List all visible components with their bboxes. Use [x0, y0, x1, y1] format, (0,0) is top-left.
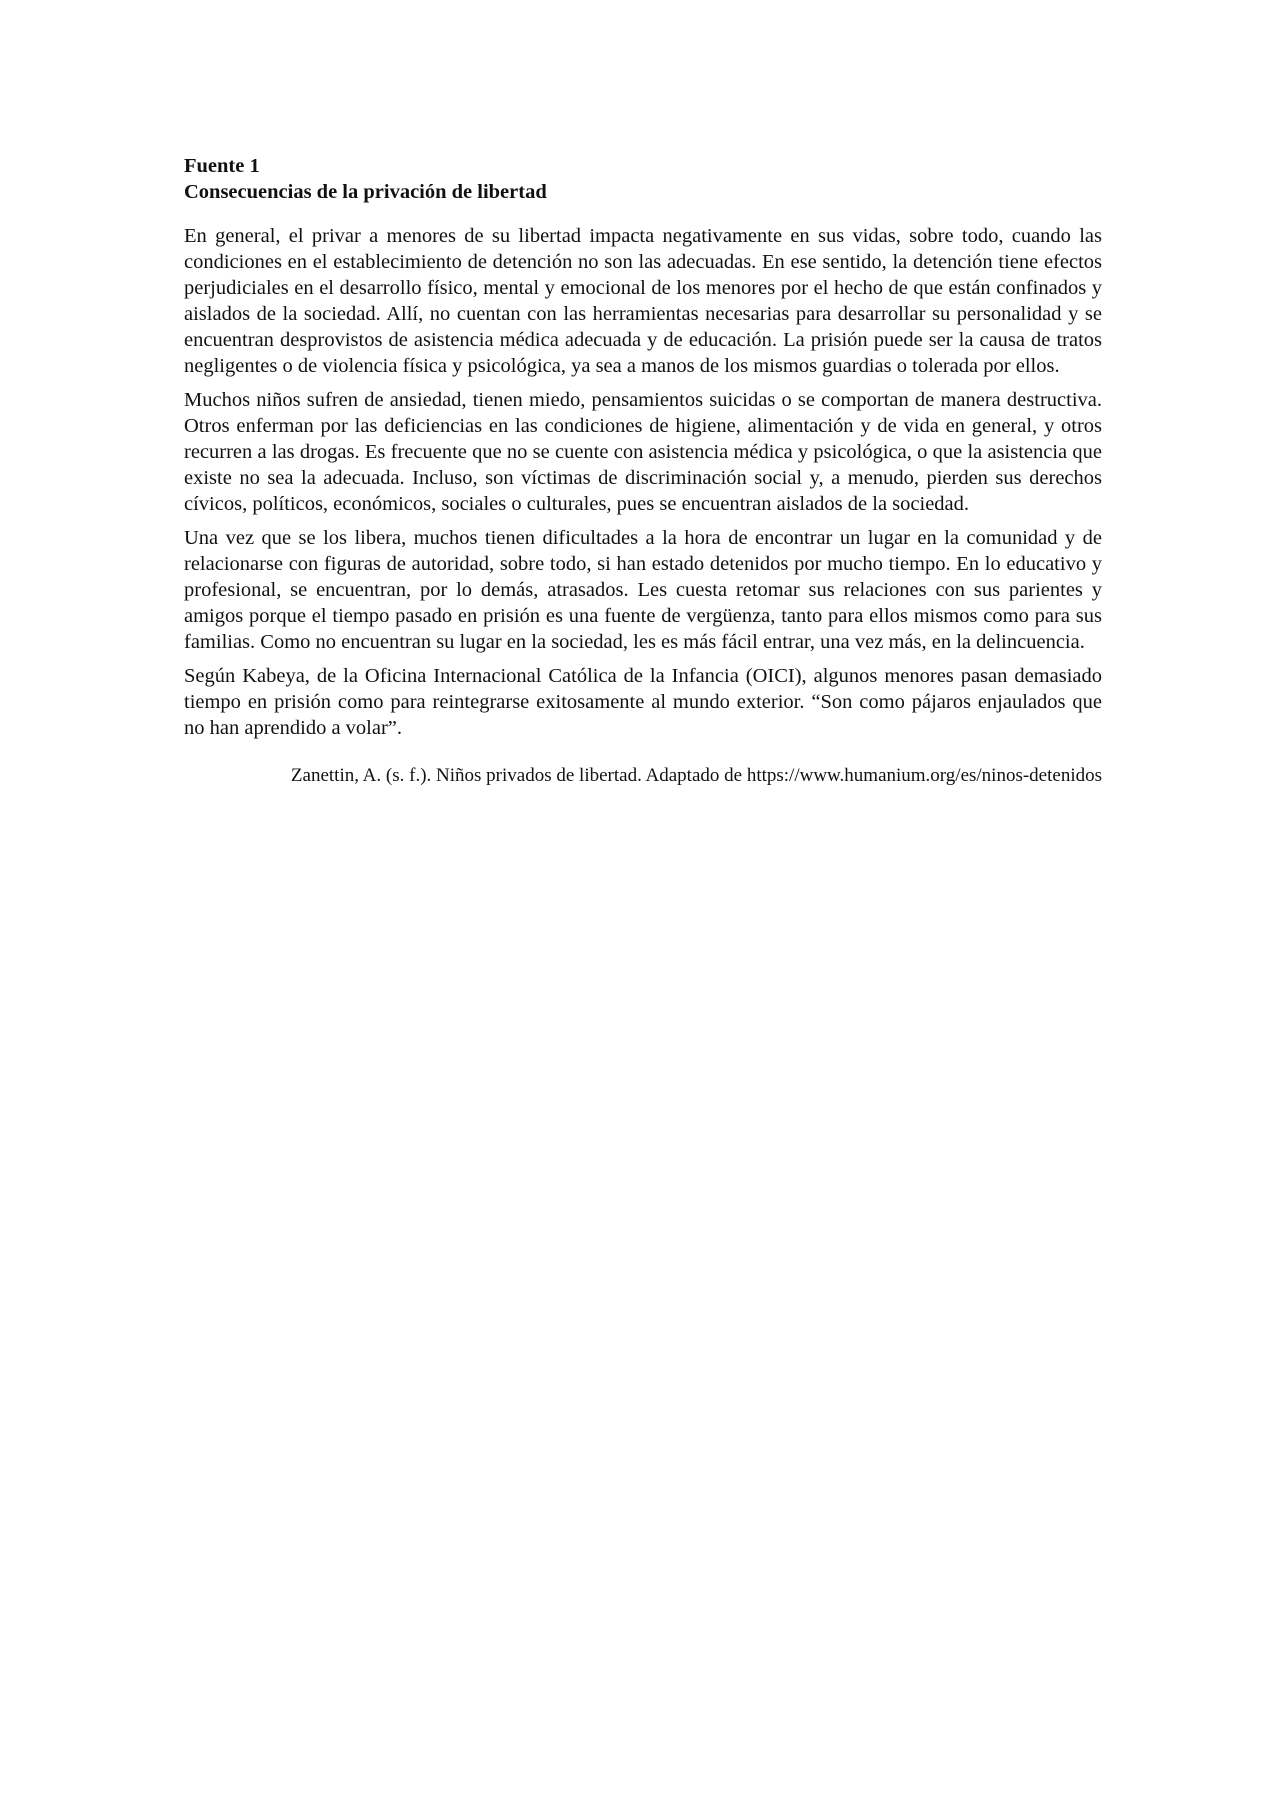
document-title: Consecuencias de la privación de libertad	[184, 181, 547, 203]
paragraph-4: Según Kabeya, de la Oficina Internacional Católica de la Infancia (OICI), algunos menores pasan demasiado tiempo en prisión como para reintegrarse exitosamente al mundo exterior. “Son como pájaros enjaulados que no han aprendido a volar”.	[184, 665, 1102, 739]
source-label: Fuente 1	[184, 155, 260, 177]
document-page	[184, 153, 1102, 789]
paragraph-2: Muchos niños sufren de ansiedad, tienen miedo, pensamientos suicidas o se comportan de manera destructiva. Otros enferman por las deficiencias en las condiciones de higiene, alimentación y de vida en general, y otros recurren a las drogas. Es frecuente que no se cuente con asistencia médica y psicológica, o que la asistencia que existe no sea la adecuada. Incluso, son víctimas de discriminación social y, a menudo, pierden sus derechos cívicos, políticos, económicos, sociales o culturales, pues se encuentran aislados de la sociedad.	[184, 389, 1102, 515]
source-citation: Zanettin, A. (s. f.). Niños privados de libertad. Adaptado de https://www.humanium.org/es/ninos-detenidos	[290, 765, 1102, 786]
paragraph-1: En general, el privar a menores de su libertad impacta negativamente en sus vidas, sobre todo, cuando las condiciones en el establecimiento de detención no son las adecuadas. En ese sentido, la detención tiene efectos perjudiciales en el desarrollo físico, mental y emocional de los menores por el hecho de que están confinados y aislados de la sociedad. Allí, no cuentan con las herramientas necesarias para desarrollar su personalidad y se encuentran desprovistos de asistencia médica adecuada y de educación. La prisión puede ser la causa de tratos negligentes o de violencia física y psicológica, ya sea a manos de los mismos guardias o tolerada por ellos.	[184, 225, 1102, 377]
paragraph-3: Una vez que se los libera, muchos tienen dificultades a la hora de encontrar un lugar en la comunidad y de relacionarse con figuras de autoridad, sobre todo, si han estado detenidos por mucho tiempo. En lo educativo y profesional, se encuentran, por lo demás, atrasados. Les cuesta retomar sus relaciones con sus parientes y amigos porque el tiempo pasado en prisión es una fuente de vergüenza, tanto para ellos mismos como para sus familias. Como no encuentran su lugar en la sociedad, les es más fácil entrar, una vez más, en la delincuencia.	[184, 527, 1102, 653]
